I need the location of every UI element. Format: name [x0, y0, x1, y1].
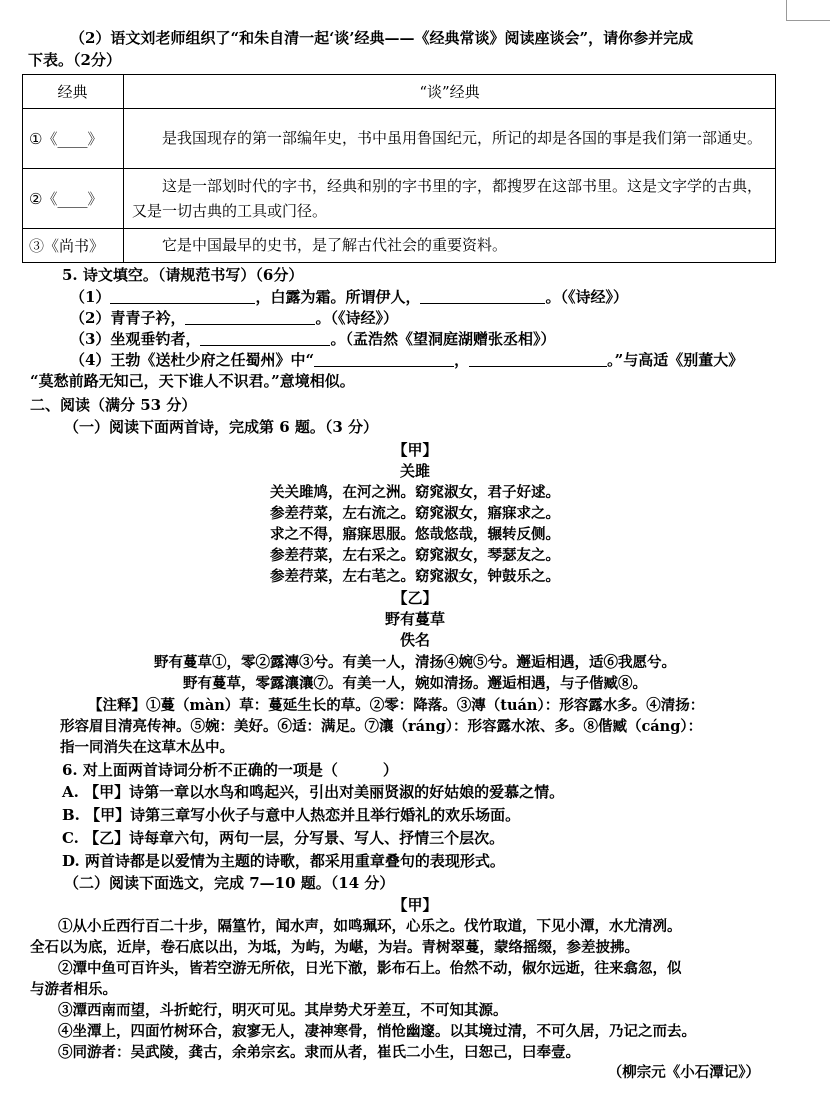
poem-a-line: 关关雎鸠，在河之洲。窈窕淑女，君子好逑。: [270, 484, 560, 501]
q5-line5: “莫愁前路无知己，天下谁人不识君。”意境相似。: [30, 372, 355, 390]
passage-p4: ④坐潭上，四面竹树环合，寂寥无人，凄神寒骨，悄怆幽邃。以其境过清，不可久居，乃记之而去。: [58, 1023, 696, 1040]
table-row: [23, 109, 776, 169]
q5-line4: [70, 350, 743, 370]
row-label-2[interactable]: ②《____》: [23, 169, 124, 229]
q4-2-intro-line2: 下表。（2分）: [28, 51, 121, 69]
q5-4-mid: ，: [454, 351, 470, 369]
poem-b-line: 野有蔓草，零露瀼瀼⑦。有美一人，婉如清扬。邂逅相遇，与子偕臧⑧。: [183, 675, 647, 692]
q6-option-a[interactable]: A. 【甲】诗第一章以水鸟和鸣起兴，引出对美丽贤淑的好姑娘的爱慕之情。: [62, 783, 565, 801]
row-label-3: ③《尚书》: [23, 229, 124, 263]
poem-b-note-1: 【注释】①蔓（màn）草：蔓延生长的草。②零：降落。③漙（tuán）：形容露水多。④清扬：: [88, 697, 705, 714]
answer-blank-1[interactable]: [110, 288, 255, 304]
passage-p5: ⑤同游者：吴武陵，龚古，余弟宗玄。隶而从者，崔氏二小生，曰恕己，曰奉壹。: [58, 1044, 580, 1061]
q5-title: 5. 诗文填空。（请规范书写）（6分）: [62, 266, 304, 284]
part-2-title: （二）阅读下面选文，完成 7—10 题。（14 分）: [64, 874, 395, 892]
q6-option-d[interactable]: D. 两首诗都是以爱情为主题的诗歌，都采用重章叠句的表现形式。: [62, 852, 505, 870]
answer-blank-6[interactable]: [469, 351, 607, 367]
passage-source: （柳宗元《小石潭记》）: [607, 1064, 760, 1081]
q5-1-label: （1）: [70, 288, 111, 306]
q5-3-end: 。（孟浩然《望洞庭湖赠张丞相》）: [330, 330, 556, 348]
passage-p2-a: ②潭中鱼可百许头，皆若空游无所依，日光下澈，影布石上。佁然不动，俶尔远逝，往来翕忽，似: [58, 960, 682, 977]
poem-b-author: 佚名: [399, 631, 430, 649]
poem-a-title: 关雎: [399, 462, 430, 480]
q5-line1: [70, 287, 628, 307]
answer-blank-2[interactable]: [420, 288, 545, 304]
passage-tag: 【甲】: [392, 896, 438, 914]
part-1-title: （一）阅读下面两首诗，完成第 6 题。（3 分）: [64, 418, 379, 436]
section-2-title: 二、阅读（满分 53 分）: [30, 396, 197, 414]
table-header-talk: “谈”经典: [124, 75, 776, 109]
q5-2-end: 。（《诗经》）: [315, 309, 398, 327]
row-text-1: 是我国现存的第一部编年史，书中虽用鲁国纪元，所记的却是各国的事是我们第一部通史。: [124, 109, 776, 169]
q4-2-intro-line1: （2）语文刘老师组织了“和朱自清一起‘谈’经典——《经典常谈》阅读座谈会”，请你参并完成: [70, 29, 694, 47]
poem-a-tag: 【甲】: [392, 441, 438, 459]
q5-3-label: （3）坐观垂钓者，: [70, 330, 201, 348]
q6-option-c[interactable]: C. 【乙】诗每章六句，两句一层，分写景、写人、抒情三个层次。: [62, 829, 505, 847]
passage-p2-b: 与游者相乐。: [30, 981, 117, 998]
poem-b-tag: 【乙】: [392, 589, 438, 607]
passage-p1-a: ①从小丘西行百二十步，隔篁竹，闻水声，如鸣珮环，心乐之。伐竹取道，下见小潭，水尤清冽。: [58, 918, 682, 935]
poem-b-note-3: 指一同消失在这草木丛中。: [60, 739, 234, 756]
answer-blank-5[interactable]: [314, 351, 454, 367]
q5-4-label: （4）王勃《送杜少府之任蜀州》中“: [70, 351, 315, 369]
classics-table: [22, 74, 776, 263]
q5-4-end: 。”与高适《别董大》: [607, 351, 744, 369]
table-row: [23, 229, 776, 263]
answer-blank-4[interactable]: [200, 330, 330, 346]
poem-b-title: 野有蔓草: [384, 610, 445, 628]
passage-p3: ③潭西南而望，斗折蛇行，明灭可见。其岸势犬牙差互，不可知其源。: [58, 1002, 508, 1019]
row-text-3: 它是中国最早的史书，是了解古代社会的重要资料。: [124, 229, 776, 263]
row-text-2: 这是一部划时代的字书，经典和别的字书里的字，都搜罗在这部书里。这是文字学的古典，又是一切古典的工具或门径。: [124, 169, 776, 229]
q6-stem: 6. 对上面两首诗词分析不正确的一项是（ ）: [62, 761, 398, 779]
q5-1-end: 。（《诗经》）: [545, 288, 628, 306]
q5-1-mid: ，白露为霜。所谓伊人，: [255, 288, 421, 306]
poem-b-note-2: 形容眉目清亮传神。⑤婉：美好。⑥适：满足。⑦瀼（ráng）：形容露水浓、多。⑧偕臧（cáng）：: [60, 718, 703, 735]
passage-p1-b: 全石以为底，近岸，卷石底以出，为坻，为屿，为嵁，为岩。青树翠蔓，蒙络摇缀，参差披拂。: [30, 939, 639, 956]
q5-line3: [70, 329, 555, 349]
q6-option-b[interactable]: B. 【甲】诗第三章写小伙子与意中人热恋并且举行婚礼的欢乐场面。: [62, 806, 521, 824]
q5-2-label: （2）青青子衿，: [70, 309, 186, 327]
row-label-1[interactable]: ①《____》: [23, 109, 124, 169]
poem-a-line: 参差荇菜，左右芼之。窈窕淑女，钟鼓乐之。: [270, 568, 560, 585]
poem-b-line: 野有蔓草①，零②露漙③兮。有美一人，清扬④婉⑤兮。邂逅相遇，适⑥我愿兮。: [154, 654, 676, 671]
page-corner-mark: [786, 0, 830, 21]
table-row: [23, 169, 776, 229]
poem-a-line: 求之不得，寤寐思服。悠哉悠哉，辗转反侧。: [270, 526, 560, 543]
table-header-classic: 经典: [23, 75, 124, 109]
q5-line2: [70, 308, 398, 328]
poem-a-line: 参差荇菜，左右采之。窈窕淑女，琴瑟友之。: [270, 547, 560, 564]
answer-blank-3[interactable]: [185, 309, 315, 325]
poem-a-line: 参差荇菜，左右流之。窈窕淑女，寤寐求之。: [270, 505, 560, 522]
